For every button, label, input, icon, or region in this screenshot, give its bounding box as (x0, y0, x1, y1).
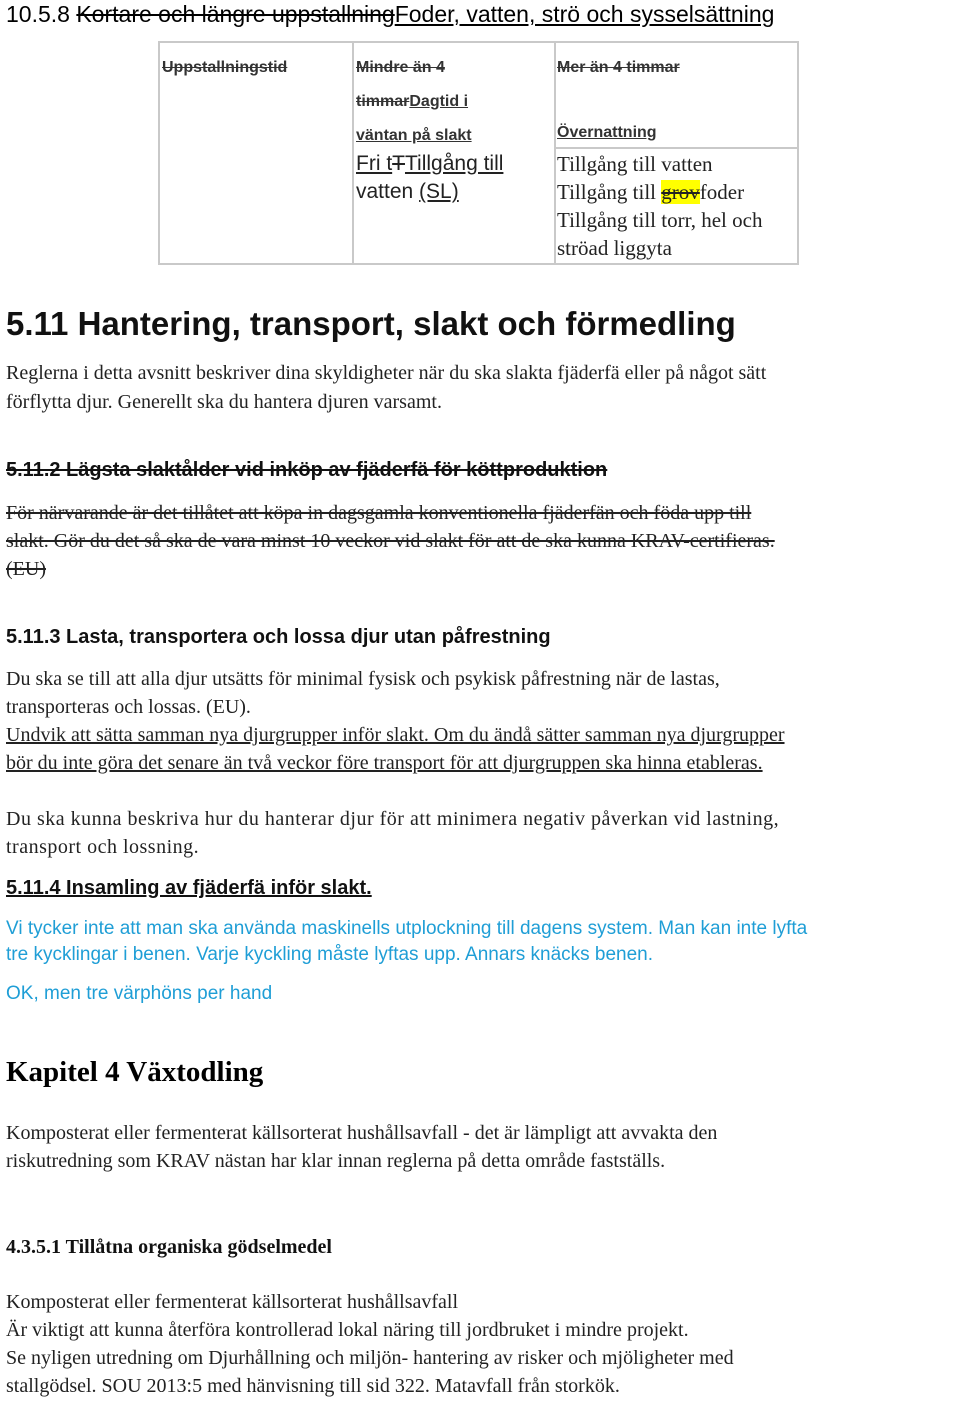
table-cell-col3-line4: ströad liggyta (557, 236, 672, 260)
comment-line: Komposterat eller fermenterat källsorterat hushållsavfall - det är lämpligt att avvakta den (6, 1122, 718, 1144)
cell-deleted: T (392, 152, 405, 175)
table-divider (554, 147, 799, 149)
table-cell-col3-line3: Tillgång till torr, hel och (557, 208, 763, 232)
chapter-heading: Kapitel 4 Växtodling (6, 1056, 264, 1088)
paragraph-line-deleted: (EU) (6, 558, 46, 580)
paragraph-line: förflytta djur. Generellt ska du hantera djuren varsamt. (6, 391, 442, 413)
cell-inserted: (SL) (419, 180, 459, 203)
table-header-col2-inserted: Dagtid i (409, 93, 469, 110)
paragraph-line: Du ska kunna beskriva hur du hanterar djur för att minimera negativ påverkan vid lastning, (6, 808, 780, 830)
cell-text: vatten (356, 180, 420, 203)
cell-inserted: foder (699, 180, 745, 204)
table-cell-col3-line1: Tillgång till vatten (557, 152, 713, 176)
cell-text: Tillgång till (557, 180, 662, 204)
heading-10-5-8 (6, 1, 774, 28)
table-header-col2-line1: Mindre än 4 (356, 59, 445, 76)
cell-inserted: Tillgång till (404, 152, 504, 175)
table-divider (554, 43, 556, 263)
heading-4-3-5-1: 4.3.5.1 Tillåtna organiska gödselmedel (6, 1236, 332, 1258)
heading-5-11-2: 5.11.2 Lägsta slaktålder vid inköp av fjäderfä för köttproduktion (6, 459, 608, 481)
table-header-col3: Mer än 4 timmar (557, 59, 680, 76)
heading-deleted-text: Kortare och längre uppstallning (76, 1, 395, 27)
paragraph-line-inserted: bör du inte göra det senare än två veckor före transport för att djurgruppen ska hinna etableras. (6, 752, 763, 774)
comment-line: stallgödsel. SOU 2013:5 med hänvisning till sid 322. Matavfall från storkök. (6, 1375, 620, 1397)
paragraph-line-inserted: Undvik att sätta samman nya djurgrupper inför slakt. Om du ändå sätter samman nya djurgrupper (6, 724, 785, 746)
comment-line: Se nyligen utredning om Djurhållning och miljön- hantering av risker och mjöligheter med (6, 1347, 734, 1369)
heading-number: 10.5.8 (6, 1, 77, 27)
table-header-col2-line2 (356, 93, 468, 111)
comment-line: riskutredning som KRAV nästan har klar innan reglerna på detta område fastställs. (6, 1150, 666, 1172)
paragraph-line: Reglerna i detta avsnitt beskriver dina skyldigheter när du ska slakta fjäderfä eller på något sätt (6, 362, 767, 384)
paragraph-line-deleted: För närvarande är det tillåtet att köpa in dagsgamla konventionella fjäderfän och föda upp till (6, 502, 752, 524)
table-cell-col2-line1 (356, 152, 503, 176)
table-header-col1: Uppstallningstid (162, 59, 288, 76)
paragraph-line: Du ska se till att alla djur utsätts för minimal fysisk och psykisk påfrestning när de lastas, (6, 668, 720, 690)
table-cell-col2-line2 (356, 180, 459, 204)
table-divider (352, 43, 354, 263)
table-cell-col3-line2 (557, 180, 744, 205)
comment-line: Vi tycker inte att man ska använda maskinells utplockning till dagens system. Man kan inte lyfta (6, 918, 808, 939)
table-header-col3-inserted: Övernattning (557, 124, 657, 141)
paragraph-line-deleted: slakt. Gör du det så ska de vara minst 10 veckor vid slakt för att de ska kunna KRAV-certifieras. (6, 530, 775, 552)
heading-5-11: 5.11 Hantering, transport, slakt och förmedling (6, 305, 736, 342)
heading-5-11-3: 5.11.3 Lasta, transportera och lossa djur utan påfrestning (6, 626, 551, 648)
paragraph-line: transport och lossning. (6, 836, 200, 858)
comment-line: tre kycklingar i benen. Varje kyckling måste lyftas upp. Annars knäcks benen. (6, 944, 654, 965)
paragraph-line: transporteras och lossas. (EU). (6, 696, 251, 718)
heading-5-11-4: 5.11.4 Insamling av fjäderfä inför slakt. (6, 877, 372, 899)
cell-inserted: Fri t (356, 152, 393, 175)
cell-deleted-highlighted: grov (661, 180, 700, 204)
comment-line: OK, men tre värphöns per hand (6, 983, 273, 1004)
heading-inserted-text: Foder, vatten, strö och sysselsättning (394, 1, 775, 27)
table-header-col2-line3: väntan på slakt (356, 127, 472, 144)
comment-line: Är viktigt att kunna återföra kontrollerad lokal näring till jordbruket i mindre projekt. (6, 1319, 689, 1341)
table-header-col2-deleted: timmar (356, 93, 410, 110)
paragraph-line: Komposterat eller fermenterat källsorterat hushållsavfall (6, 1291, 459, 1313)
